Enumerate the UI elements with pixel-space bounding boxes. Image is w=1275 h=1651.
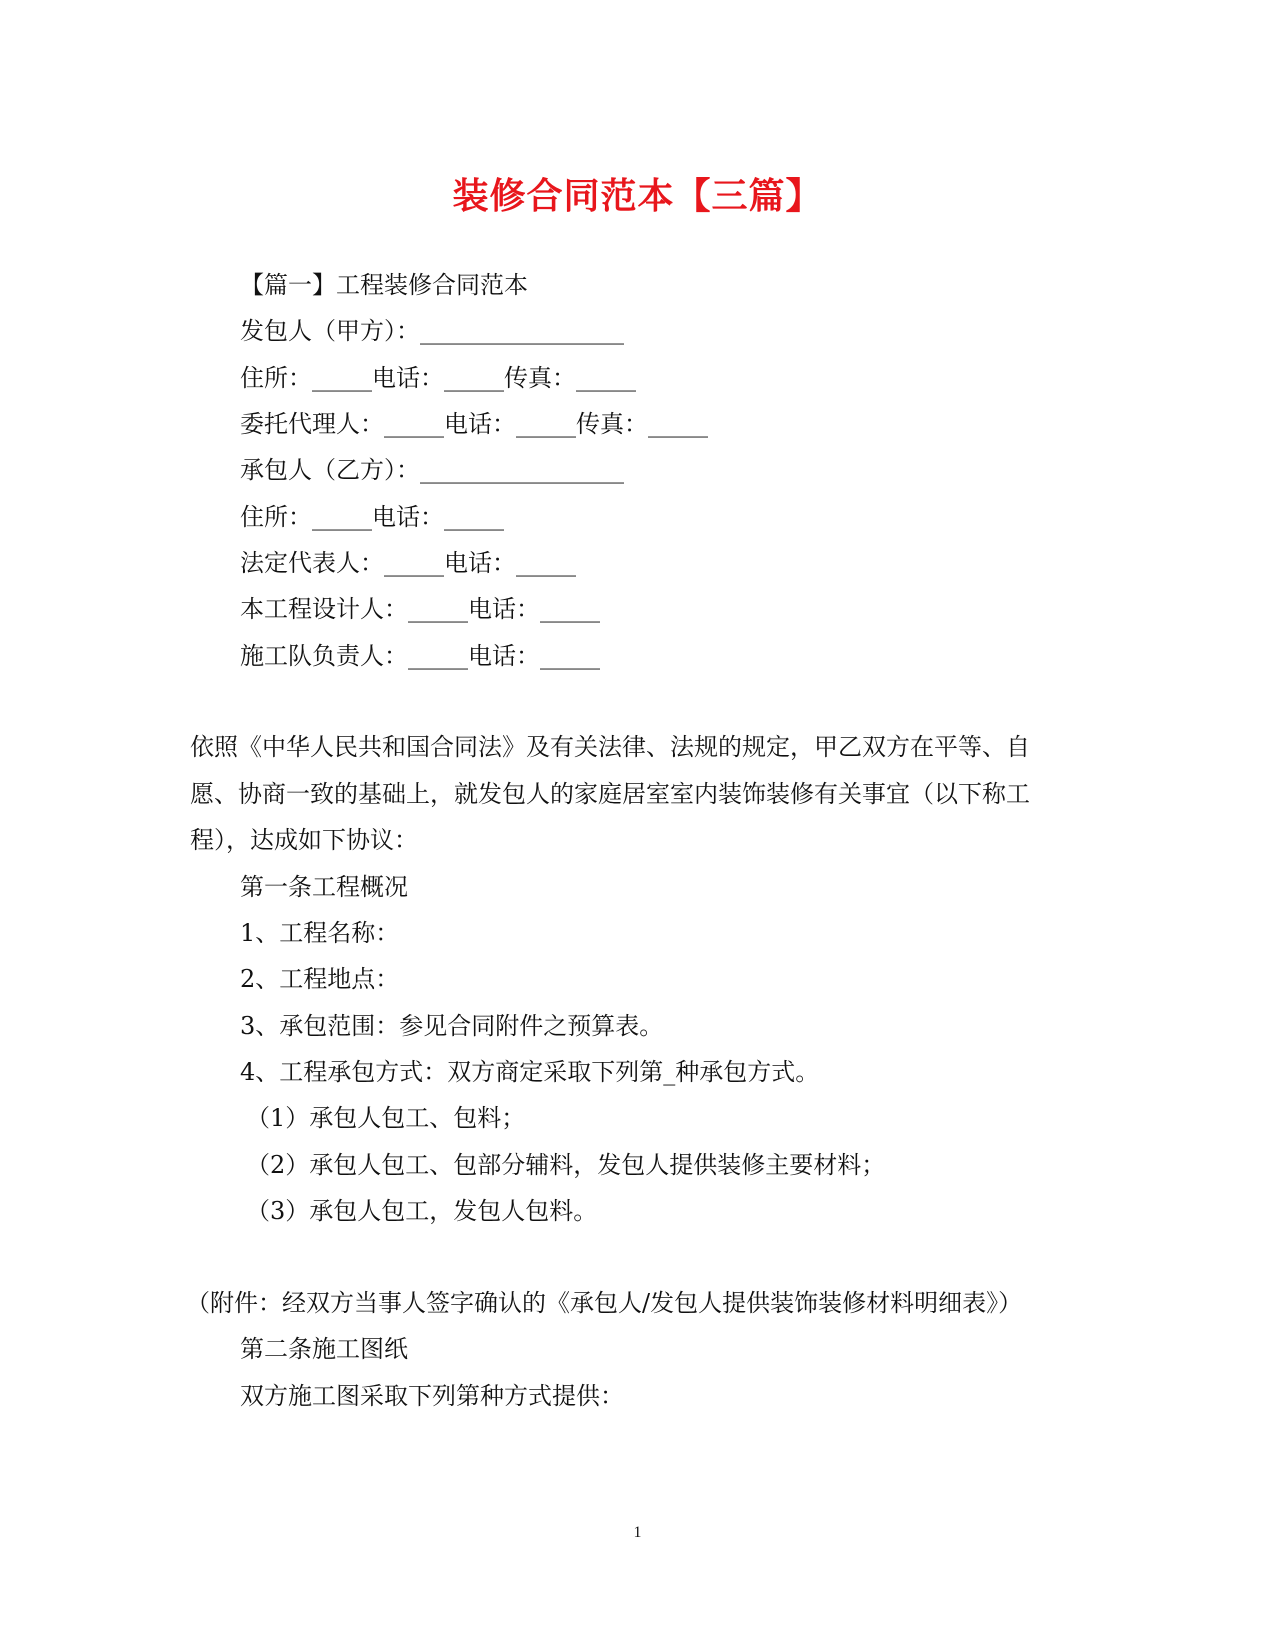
attachment-note: （附件：经双方当事人签字确认的《承包人/发包人提供装饰装修材料明细表》）	[186, 1289, 1023, 1317]
sub-list-item: （2）承包人包工、包部分辅料，发包人提供装修主要材料；	[246, 1151, 886, 1179]
body-paragraph-line: 愿、协商一致的基础上，就发包人的家庭居室室内装饰装修有关事宜（以下称工	[190, 780, 1030, 808]
sub-list-item: （1）承包人包工、包料；	[246, 1104, 526, 1132]
sub-list-item: （3）承包人包工，发包人包料。	[246, 1197, 598, 1225]
list-item: 3、承包范围：参见合同附件之预算表。	[240, 1012, 664, 1040]
legal-representative-line: 法定代表人：_____电话：_____	[240, 549, 576, 577]
party-a-address-line: 住所：_____电话：_____传真：_____	[240, 364, 636, 392]
party-b-line: 承包人（乙方）：_________________	[240, 456, 624, 484]
page-number: 1	[633, 1524, 642, 1541]
list-item: 1、工程名称：	[240, 919, 400, 947]
construction-leader-line: 施工队负责人：_____电话：_____	[240, 642, 600, 670]
designer-line: 本工程设计人：_____电话：_____	[240, 595, 600, 623]
party-b-address-line: 住所：_____电话：_____	[240, 503, 504, 531]
section-heading: 【篇一】工程装修合同范本	[240, 271, 528, 299]
agent-line: 委托代理人：_____电话：_____传真：_____	[240, 410, 708, 438]
body-paragraph-line: 程），达成如下协议：	[190, 826, 418, 854]
article-heading: 第二条施工图纸	[240, 1335, 408, 1363]
list-item: 4、工程承包方式：双方商定采取下列第_种承包方式。	[240, 1058, 820, 1086]
document-title: 装修合同范本【三篇】	[452, 176, 823, 217]
body-paragraph-line: 双方施工图采取下列第种方式提供：	[240, 1382, 624, 1410]
party-a-line: 发包人（甲方）：_________________	[240, 317, 624, 345]
body-paragraph-line: 依照《中华人民共和国合同法》及有关法律、法规的规定，甲乙双方在平等、自	[190, 733, 1030, 761]
article-heading: 第一条工程概况	[240, 873, 408, 901]
list-item: 2、工程地点：	[240, 965, 400, 993]
